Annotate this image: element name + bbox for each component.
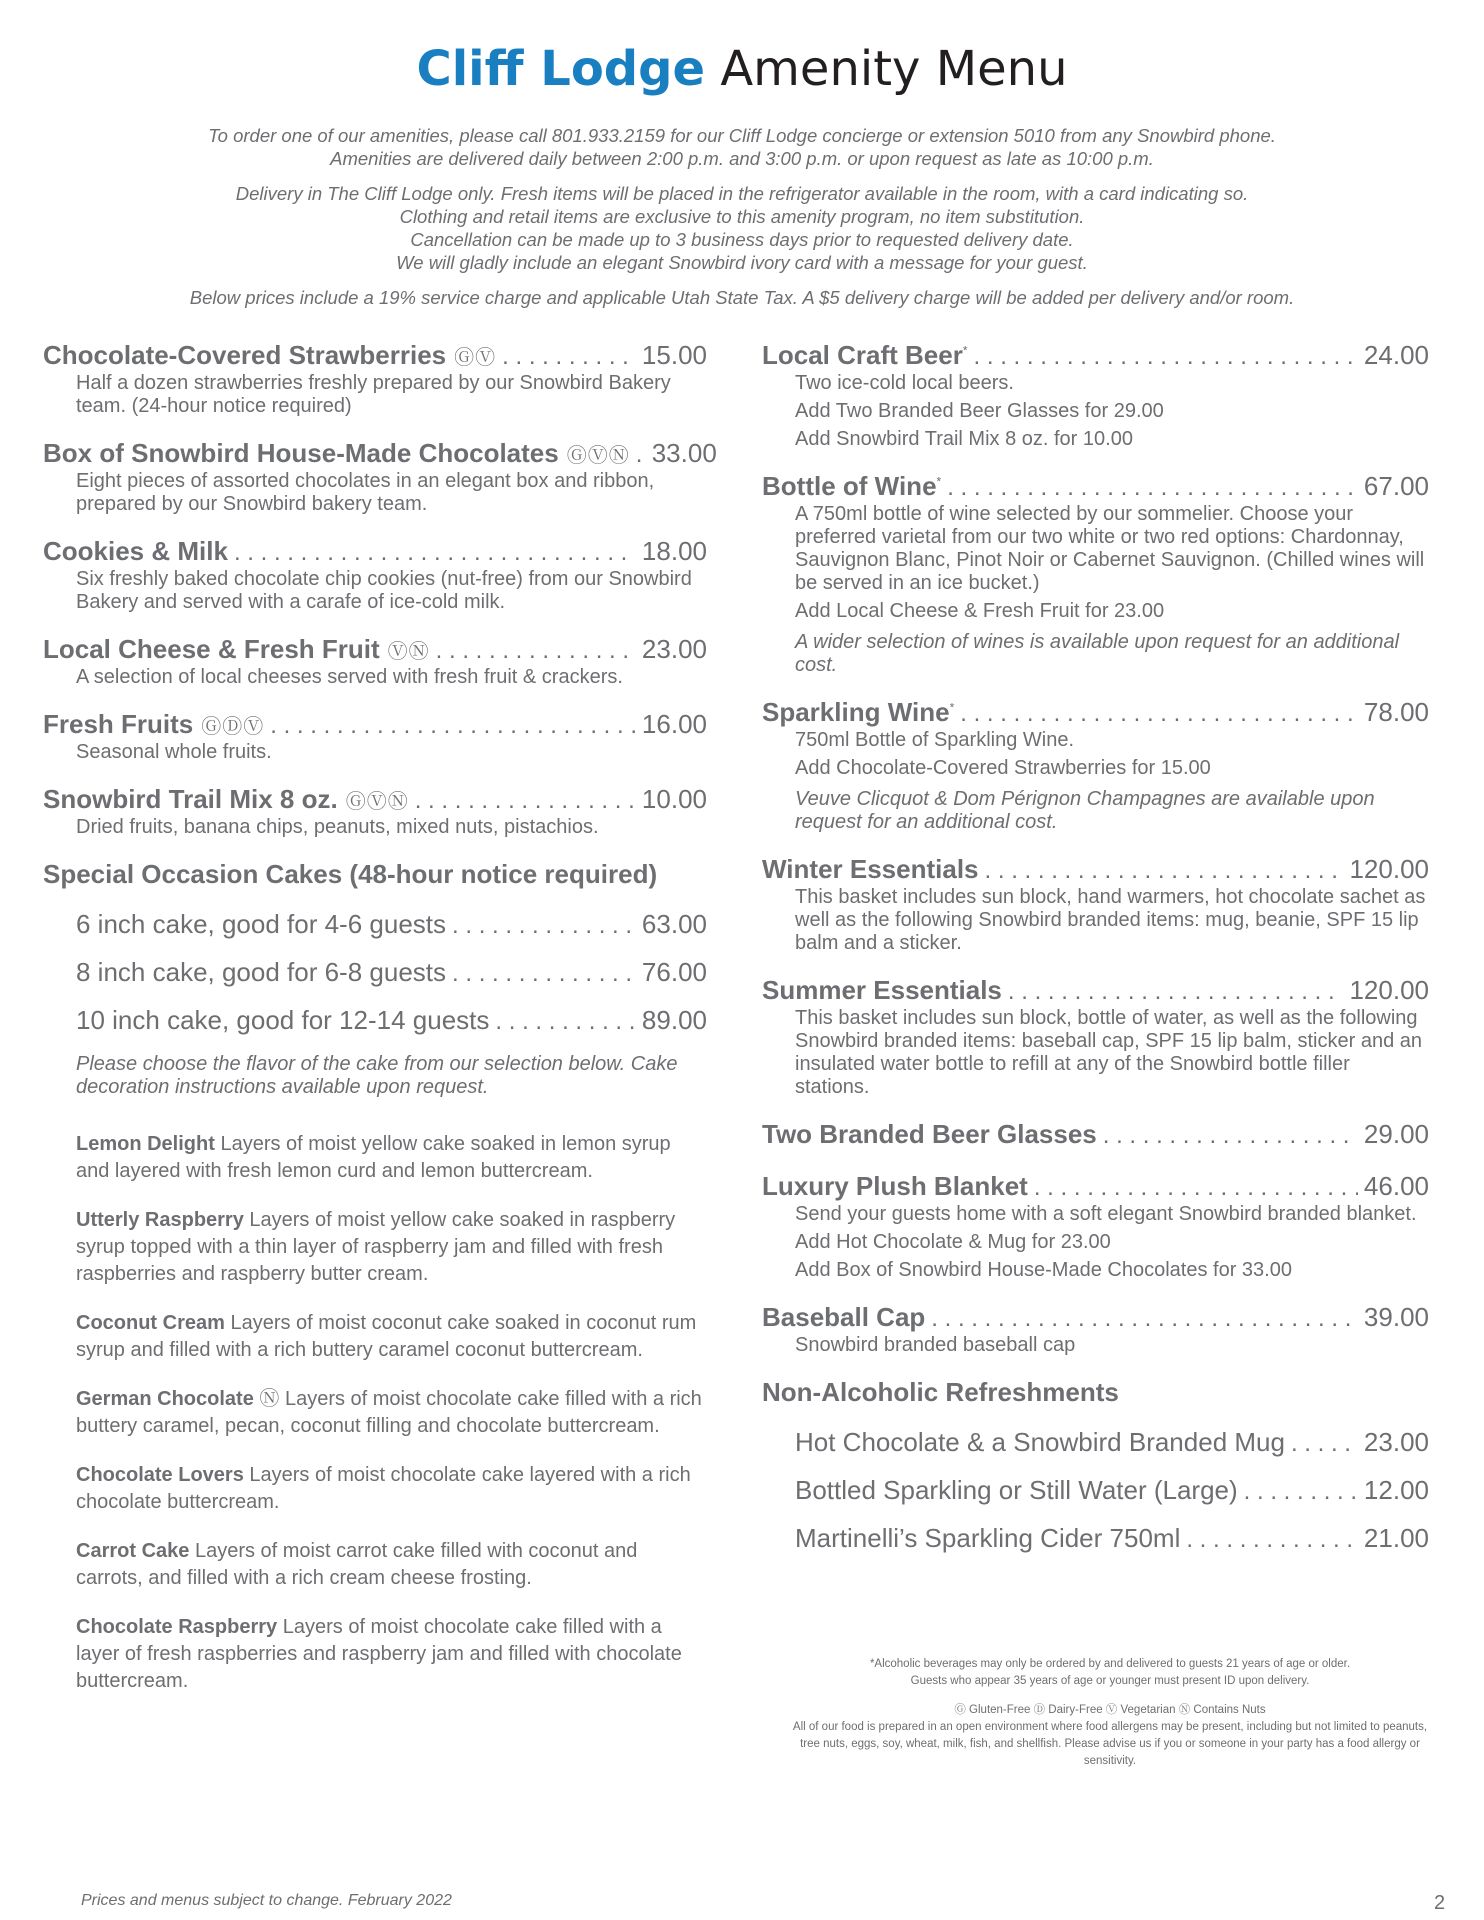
- item-price: 120.00: [1349, 975, 1429, 1005]
- cake-flavor-name: Utterly Raspberry: [76, 1209, 244, 1231]
- cake-size-label: 10 inch cake, good for 12-14 guests: [76, 1005, 490, 1035]
- cake-size-label: 6 inch cake, good for 4-6 guests: [76, 909, 447, 939]
- id-notice: Guests who appear 35 years of age or younger must present ID upon delivery.: [910, 1675, 1310, 1687]
- cake-size-row: [43, 955, 707, 989]
- cake-size-label: 8 inch cake, good for 6-8 guests: [76, 957, 447, 987]
- leader-dots: [502, 343, 636, 371]
- leader-dots: [234, 539, 636, 567]
- item-price: 39.00: [1363, 1302, 1429, 1332]
- item-addon: Add Hot Chocolate & Mug for 23.00: [795, 1231, 1111, 1253]
- cake-flavor-desc: Layers of moist chocolate cake filled with a rich buttery caramel, pecan, coconut filling and chocolate buttercream.: [76, 1388, 702, 1437]
- nonalc-price: 23.00: [1363, 1427, 1429, 1457]
- item-name: Sparkling Wine*: [762, 697, 955, 727]
- item-addon: Add Chocolate-Covered Strawberries for 15.00: [795, 757, 1211, 779]
- menu-item-wine: [762, 469, 1429, 677]
- leader-dots: [452, 960, 636, 988]
- cake-sizes: [43, 907, 707, 1037]
- item-description: Six freshly baked chocolate chip cookies (nut-free) from our Snowbird Bakery and served with a carafe of ice-cold milk.: [76, 568, 692, 613]
- item-name: Two Branded Beer Glasses: [762, 1119, 1097, 1149]
- item-note: Veuve Clicquot & Dom Pérignon Champagnes are available upon request for an additional cost.: [795, 788, 1375, 833]
- cake-flavor: [43, 1131, 707, 1185]
- cake-flavor-desc: Layers of moist coconut cake soaked in coconut rum syrup and filled with a rich buttery caramel coconut buttercream.: [76, 1312, 697, 1361]
- cake-flavor: [43, 1614, 707, 1695]
- cake-flavor-desc: Layers of moist carrot cake filled with coconut and carrots, and filled with a rich cream cheese frosting.: [76, 1540, 638, 1589]
- cake-size-price: 89.00: [641, 1005, 707, 1035]
- allergen-notice: All of our food is prepared in an open environment where food allergens may be present, including but not limited to peanuts, tree nuts, eggs, soy, wheat, milk, fish, and shellfish. Please advise us if you or someone in your party has a food allergy or sensitivity.: [792, 1721, 1428, 1767]
- menu-item-cap: [762, 1300, 1429, 1357]
- leader-dots: [1291, 1430, 1358, 1458]
- item-name: Local Cheese & Fresh Fruit: [43, 634, 380, 664]
- item-addon: Add Local Cheese & Fresh Fruit for 23.00: [795, 600, 1165, 622]
- item-description: Two ice-cold local beers.: [795, 372, 1014, 394]
- item-addon: Add Two Branded Beer Glasses for 29.00: [795, 400, 1164, 422]
- cake-flavor: [43, 1538, 707, 1592]
- cakes-notice: (48-hour notice required): [349, 859, 658, 889]
- intro-line: Clothing and retail items are exclusive to this amenity program, no item substitution.: [399, 206, 1085, 227]
- item-name: Local Craft Beer*: [762, 340, 968, 370]
- right-column: [762, 338, 1429, 1569]
- cake-flavor-desc: Layers of moist chocolate cake filled with a layer of fresh raspberries and raspberry jam and filled with chocolate buttercream.: [76, 1616, 682, 1692]
- nonalc-row: [762, 1521, 1429, 1555]
- leader-dots: [436, 637, 636, 665]
- item-name: Snowbird Trail Mix 8 oz.: [43, 784, 338, 814]
- legal-notes: [790, 1656, 1430, 1782]
- cakes-title: Special Occasion Cakes: [43, 859, 343, 889]
- item-name: Summer Essentials: [762, 975, 1002, 1005]
- item-price: 18.00: [641, 536, 707, 566]
- item-description: Half a dozen strawberries freshly prepared by our Snowbird Bakery team. (24-hour notice required): [76, 372, 671, 417]
- item-name: Cookies & Milk: [43, 536, 228, 566]
- item-name: Bottle of Wine*: [762, 471, 942, 501]
- cake-size-price: 76.00: [641, 957, 707, 987]
- nonalc-price: 21.00: [1363, 1523, 1429, 1553]
- alcohol-notice: *Alcoholic beverages may only be ordered by and delivered to guests 21 years of age or older.: [869, 1658, 1351, 1670]
- menu-item-cookies: [43, 534, 707, 614]
- item-price: 67.00: [1363, 471, 1429, 501]
- menu-item-beer: [762, 338, 1429, 451]
- page-number: 2: [1434, 1892, 1446, 1914]
- item-description: This basket includes sun block, hand warmers, hot chocolate sachet as well as the following Snowbird branded items: mug, beanie, SPF 15 lip balm and a sticker.: [795, 886, 1426, 954]
- cake-flavor-name: Chocolate Lovers: [76, 1464, 244, 1486]
- dietary-icons: ⒼⒹⓋ: [201, 716, 265, 738]
- cake-flavor-name: German Chocolate: [76, 1388, 254, 1410]
- cake-size-row: [43, 907, 707, 941]
- nonalc-label: Bottled Sparkling or Still Water (Large): [795, 1475, 1238, 1505]
- dietary-icons: ⓋⓃ: [387, 641, 430, 663]
- leader-dots: [270, 712, 636, 740]
- nonalc-row: [762, 1473, 1429, 1507]
- item-price: 16.00: [641, 709, 707, 739]
- cake-flavor-name: Coconut Cream: [76, 1312, 225, 1334]
- intro-line: Cancellation can be made up to 3 business days prior to requested delivery date.: [410, 229, 1074, 250]
- cake-flavor-note: Please choose the flavor of the cake from our selection below. Cake decoration instructions available upon request.: [76, 1053, 678, 1098]
- cake-flavor-desc: Layers of moist yellow cake soaked in raspberry syrup topped with a thin layer of raspberry jam and filled with fresh raspberries and raspberry butter cream.: [76, 1209, 676, 1285]
- cake-flavor: [43, 1386, 707, 1440]
- item-price: 15.00: [641, 340, 707, 370]
- leader-dots: [974, 343, 1358, 371]
- item-name: Chocolate-Covered Strawberries: [43, 340, 447, 370]
- brand-name: Cliff Lodge: [416, 41, 706, 97]
- leader-dots: [1034, 1174, 1358, 1202]
- cake-size-price: 63.00: [641, 909, 707, 939]
- nonalc-label: Hot Chocolate & a Snowbird Branded Mug: [795, 1427, 1285, 1457]
- cake-flavor-desc: Layers of moist chocolate cake layered with a rich chocolate buttercream.: [76, 1464, 691, 1513]
- intro-line: To order one of our amenities, please call 801.933.2159 for our Cliff Lodge concierge or extension 5010 from any Snowbird phone.: [208, 125, 1276, 146]
- item-price: 24.00: [1363, 340, 1429, 370]
- dietary-legend: Ⓖ Gluten-Free Ⓓ Dairy-Free Ⓥ Vegetarian Ⓝ Contains Nuts: [954, 1704, 1266, 1716]
- menu-item-fruits: [43, 707, 707, 764]
- item-price: 23.00: [641, 634, 707, 664]
- item-description: Snowbird branded baseball cap: [795, 1334, 1076, 1356]
- menu-item-sparkling: [762, 695, 1429, 834]
- nonalc-row: [762, 1425, 1429, 1459]
- menu-item-chocolates: [43, 436, 717, 516]
- item-price: 46.00: [1363, 1171, 1429, 1201]
- intro-text: [60, 124, 1424, 321]
- item-description: Dried fruits, banana chips, peanuts, mixed nuts, pistachios.: [76, 816, 599, 838]
- leader-dots: [1186, 1526, 1358, 1554]
- item-price: 33.00: [651, 438, 717, 468]
- item-name: Baseball Cap: [762, 1302, 926, 1332]
- leader-dots: [495, 1008, 636, 1036]
- footer-note: Prices and menus subject to change. February 2022: [81, 1892, 452, 1909]
- leader-dots: [947, 474, 1358, 502]
- page-title: [0, 40, 1484, 98]
- item-note: A wider selection of wines is available upon request for an additional cost.: [795, 631, 1400, 676]
- cake-flavor-name: Lemon Delight: [76, 1133, 215, 1155]
- nonalc-price: 12.00: [1363, 1475, 1429, 1505]
- item-addon: Add Snowbird Trail Mix 8 oz. for 10.00: [795, 428, 1133, 450]
- leader-dots: [1103, 1122, 1358, 1150]
- item-price: 29.00: [1363, 1119, 1429, 1149]
- cake-flavor-desc: Layers of moist yellow cake soaked in lemon syrup and layered with fresh lemon curd and lemon buttercream.: [76, 1133, 671, 1182]
- intro-line: Amenities are delivered daily between 2:00 p.m. and 3:00 p.m. or upon request as late as 10:00 p.m.: [330, 148, 1154, 169]
- menu-item-blanket: [762, 1169, 1429, 1282]
- item-description: This basket includes sun block, bottle of water, as well as the following Snowbird branded items: baseball cap, SPF 15 lip balm, sticker and an insulated water bottle to refill at any of the Snowbird bottle filler stations.: [795, 1007, 1423, 1098]
- item-price: 78.00: [1363, 697, 1429, 727]
- menu-item-winter: [762, 852, 1429, 955]
- leader-dots: [931, 1305, 1358, 1333]
- cake-flavor: [43, 1310, 707, 1364]
- item-description: Send your guests home with a soft elegant Snowbird branded blanket.: [795, 1203, 1417, 1225]
- item-name: Luxury Plush Blanket: [762, 1171, 1028, 1201]
- nonalc-label: Martinelli’s Sparkling Cider 750ml: [795, 1523, 1181, 1553]
- menu-item-summer: [762, 973, 1429, 1099]
- leader-dots: [1008, 978, 1344, 1006]
- leader-dots: [452, 912, 636, 940]
- menu-item-strawberries: [43, 338, 707, 418]
- cake-flavor-name: Carrot Cake: [76, 1540, 190, 1562]
- leader-dots: [636, 441, 646, 469]
- item-name: Winter Essentials: [762, 854, 979, 884]
- leader-dots: [985, 857, 1344, 885]
- menu-item-trailmix: [43, 782, 707, 839]
- dietary-icons: ⒼⓋⓃ: [566, 445, 630, 467]
- intro-line: Below prices include a 19% service charge and applicable Utah State Tax. A $5 delivery charge will be added per delivery and/or room.: [189, 287, 1295, 308]
- dietary-icons: ⒼⓋⓃ: [345, 791, 409, 813]
- cake-flavor-name: Chocolate Raspberry: [76, 1616, 278, 1638]
- item-description: Eight pieces of assorted chocolates in an elegant box and ribbon, prepared by our Snowbird bakery team.: [76, 470, 655, 515]
- nonalc-list: [762, 1425, 1429, 1555]
- item-description: Seasonal whole fruits.: [76, 741, 272, 763]
- cake-flavor: [43, 1462, 707, 1516]
- dietary-icons: ⒼⓋ: [454, 347, 497, 369]
- item-description: A 750ml bottle of wine selected by our sommelier. Choose your preferred varietal from our two white or two red options: Chardonnay, Sauvignon Blanc, Pinot Noir or Cabernet Sauvignon. (Chilled wines will be served in an ice bucket.): [795, 503, 1425, 594]
- nut-icon: Ⓝ: [259, 1388, 280, 1410]
- item-addon: Add Box of Snowbird House-Made Chocolates for 33.00: [795, 1259, 1292, 1281]
- item-description: 750ml Bottle of Sparkling Wine.: [795, 729, 1075, 751]
- cake-flavor: [43, 1207, 707, 1288]
- item-description: A selection of local cheeses served with fresh fruit & crackers.: [76, 666, 623, 688]
- cakes-heading: [43, 857, 707, 891]
- intro-line: Delivery in The Cliff Lodge only. Fresh items will be placed in the refrigerator available in the room, with a card indicating so.: [235, 183, 1249, 204]
- nonalc-heading: Non-Alcoholic Refreshments: [762, 1377, 1119, 1407]
- intro-line: We will gladly include an elegant Snowbird ivory card with a message for your guest.: [396, 252, 1088, 273]
- left-column: [43, 338, 717, 1717]
- item-name: Fresh Fruits: [43, 709, 194, 739]
- item-name: Box of Snowbird House-Made Chocolates: [43, 438, 559, 468]
- menu-item-glasses: [762, 1117, 1429, 1151]
- item-price: 120.00: [1349, 854, 1429, 884]
- leader-dots: [960, 700, 1358, 728]
- leader-dots: [415, 787, 636, 815]
- cake-size-row: [43, 1003, 707, 1037]
- leader-dots: [1244, 1478, 1358, 1506]
- menu-item-cheese: [43, 632, 707, 689]
- title-text: Amenity Menu: [720, 41, 1068, 97]
- item-price: 10.00: [641, 784, 707, 814]
